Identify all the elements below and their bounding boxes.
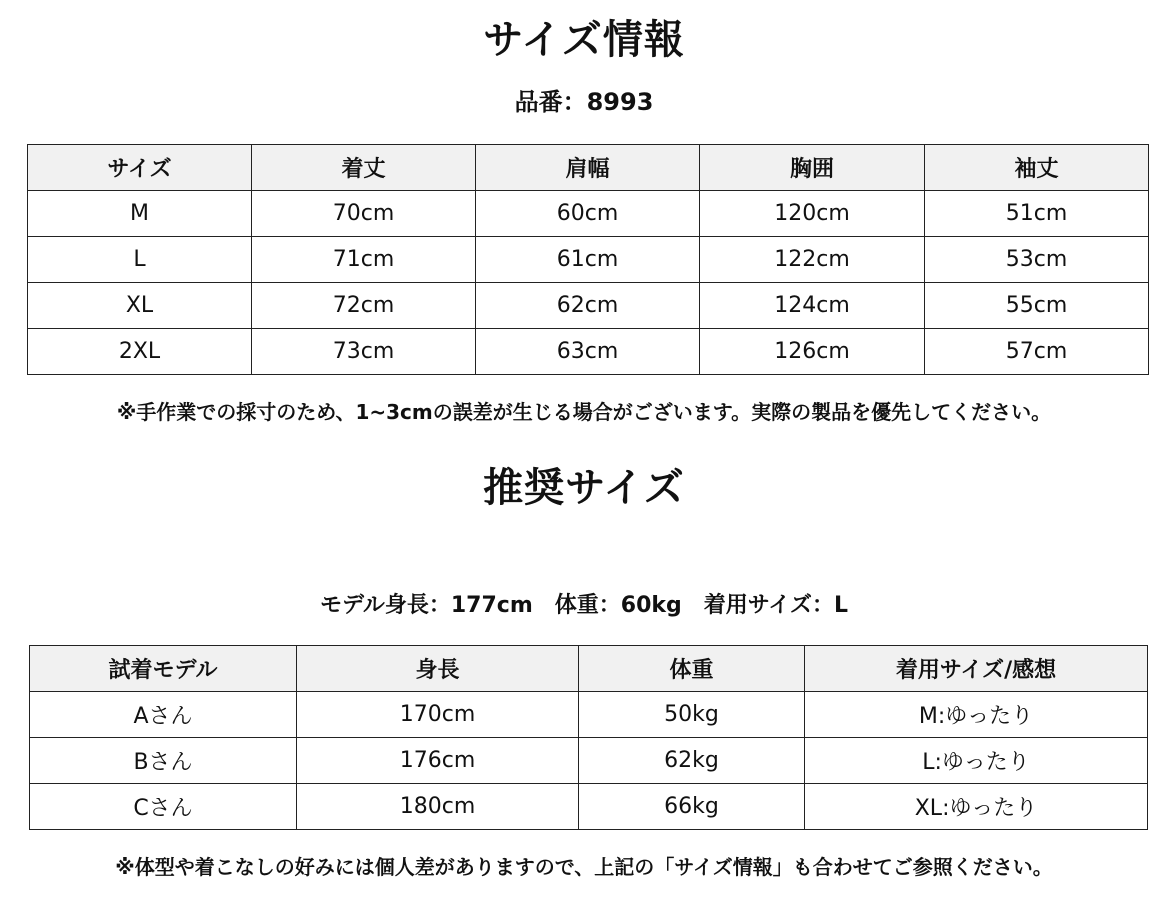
table-cell: 61cm (476, 237, 700, 283)
table-cell: 62kg (579, 738, 805, 784)
size-info-title: サイズ情報 (483, 17, 685, 63)
recommended-size-title: 推奨サイズ (483, 465, 685, 511)
table-cell: XL (28, 283, 252, 329)
table-row (28, 237, 1149, 283)
table-row (28, 191, 1149, 237)
table-cell: M (28, 191, 252, 237)
model-table (29, 645, 1148, 830)
size-table (27, 144, 1149, 375)
table-cell: 62cm (476, 283, 700, 329)
table-cell: 176cm (297, 738, 579, 784)
model-info: モデル身長：177cm 体重：60kg 着用サイズ：L (319, 593, 849, 618)
table-cell: 50kg (579, 692, 805, 738)
model-table-header: 体重 (579, 646, 805, 692)
measurement-note: ※手作業での採寸のため、1~3cmの誤差が生じる場合がございます。実際の製品を優先してください。 (116, 400, 1052, 424)
table-cell: 180cm (297, 784, 579, 830)
table-row (30, 738, 1148, 784)
table-row (28, 329, 1149, 375)
table-cell: 53cm (925, 237, 1149, 283)
fit-note: ※体型や着こなしの好みには個人差がありますので、上記の「サイズ情報」も合わせてご参照ください。 (115, 855, 1053, 879)
table-cell: 170cm (297, 692, 579, 738)
table-cell: 60cm (476, 191, 700, 237)
table-cell: 57cm (925, 329, 1149, 375)
table-cell: Bさん (30, 738, 297, 784)
table-cell: XL:ゆったり (805, 784, 1148, 830)
table-cell: 126cm (700, 329, 925, 375)
table-cell: 122cm (700, 237, 925, 283)
table-cell: 51cm (925, 191, 1149, 237)
table-cell: 66kg (579, 784, 805, 830)
model-table-header: 試着モデル (30, 646, 297, 692)
table-cell: L:ゆったり (805, 738, 1148, 784)
model-table-header: 身長 (297, 646, 579, 692)
product-code: 品番：8993 (514, 88, 654, 116)
table-cell: 55cm (925, 283, 1149, 329)
table-cell: 124cm (700, 283, 925, 329)
size-table-header: 肩幅 (476, 145, 700, 191)
model-table-header: 着用サイズ/感想 (805, 646, 1148, 692)
table-cell: 2XL (28, 329, 252, 375)
table-cell: 72cm (252, 283, 476, 329)
table-row (30, 692, 1148, 738)
table-cell: 63cm (476, 329, 700, 375)
table-cell: 71cm (252, 237, 476, 283)
size-table-header: 袖丈 (925, 145, 1149, 191)
table-cell: 73cm (252, 329, 476, 375)
size-table-header: 着丈 (252, 145, 476, 191)
table-cell: L (28, 237, 252, 283)
table-cell: 120cm (700, 191, 925, 237)
table-cell: M:ゆったり (805, 692, 1148, 738)
table-row (28, 283, 1149, 329)
model-table-header-row (30, 646, 1148, 692)
table-cell: Aさん (30, 692, 297, 738)
size-table-header-row (28, 145, 1149, 191)
table-cell: 70cm (252, 191, 476, 237)
size-table-header: 胸囲 (700, 145, 925, 191)
size-table-header: サイズ (28, 145, 252, 191)
table-row (30, 784, 1148, 830)
table-cell: Cさん (30, 784, 297, 830)
